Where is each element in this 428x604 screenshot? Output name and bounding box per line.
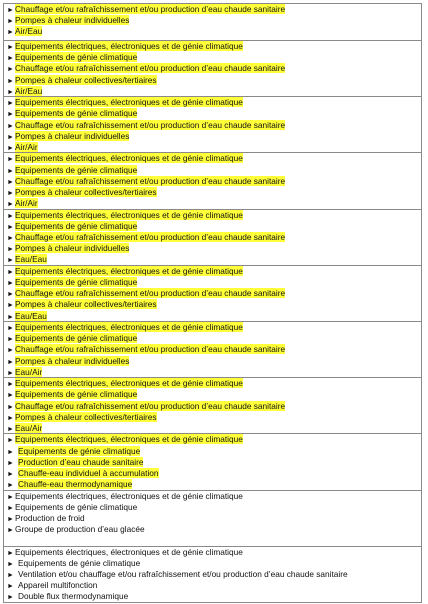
category-line-text: Chauffe-eau individuel à accumulation [18,467,159,478]
category-line [7,120,421,131]
category-line-text: Chauffage et/ou rafraîchissement et/ou production d’eau chaude sanitaire [15,231,286,242]
category-line [7,52,421,63]
category-line [7,356,421,367]
category-line-text: Equipements de génie climatique [15,52,138,63]
category-block [3,97,422,153]
category-line-text: Groupe de production d’eau glacée [15,524,145,535]
bullet-arrow-icon: ► [7,246,14,254]
category-line [7,457,421,468]
bullet-arrow-icon: ► [7,55,14,63]
category-line-text: Equipements de génie climatique [15,108,138,119]
category-line [7,210,421,221]
category-line [7,367,421,378]
category-line-text: Equipements électriques, électroniques et de génie climatique [15,490,243,501]
category-line-text: Double flux thermodynamique [18,591,129,602]
category-line [7,26,421,37]
category-line-text: Chauffage et/ou rafraîchissement et/ou production d’eau chaude sanitaire [15,344,286,355]
category-line [7,547,421,558]
category-line-text: Chauffage et/ou rafraîchissement et/ou production d’eau chaude sanitaire [15,288,286,299]
bullet-arrow-icon: ► [7,257,14,265]
bullet-arrow-icon: ► [7,381,14,389]
category-line [7,15,421,26]
category-line [7,221,421,232]
category-line [7,491,421,502]
bullet-arrow-icon: ► [7,66,14,74]
category-line-text: Equipements électriques, électroniques et de génie climatique [15,546,243,557]
bullet-arrow-icon: ► [7,313,14,321]
bullet-arrow-icon: ► [7,234,14,242]
category-line [7,232,421,243]
category-line-text: Pompes à chaleur individuelles [15,130,130,141]
category-line-text: Equipements de génie climatique [18,445,141,456]
category-line-text: Chauffage et/ou rafraîchissement et/ou production d’eau chaude sanitaire [15,63,286,74]
category-line [7,434,421,445]
category-line [7,97,421,108]
category-line [7,153,421,164]
category-line-text: Equipements de génie climatique [15,333,138,344]
category-block [3,266,422,322]
category-line-text: Equipements électriques, électroniques et de génie climatique [15,97,243,108]
category-line-text: Eau/Eau [15,310,47,321]
category-line [7,580,421,591]
bullet-arrow-icon: ► [7,29,14,37]
bullet-arrow-icon: ► [7,493,14,501]
category-line [7,198,421,209]
bullet-arrow-icon: ► [7,268,14,276]
bullet-arrow-icon: ► [7,156,14,164]
bullet-arrow-icon: ► [7,358,14,366]
bullet-arrow-icon: ► [7,18,14,26]
bullet-arrow-icon: ► [7,572,14,580]
bullet-arrow-icon: ► [7,144,14,152]
category-line [7,479,421,490]
category-line [7,41,421,52]
category-block [3,434,422,490]
category-line [7,288,421,299]
category-line [7,524,421,535]
category-line-text: Air/Air [15,141,38,152]
category-line-text: Production d’eau chaude sanitaire [18,456,144,467]
category-line [7,558,421,569]
category-line-text: Appareil multifonction [18,580,98,591]
bullet-arrow-icon: ► [7,88,14,96]
category-line [7,412,421,423]
category-line [7,243,421,254]
category-line [7,502,421,513]
category-line [7,63,421,74]
category-line-text: Pompes à chaleur collectives/tertiaires [15,74,157,85]
bullet-arrow-icon: ► [7,414,14,422]
category-line [7,187,421,198]
bullet-arrow-icon: ► [7,504,14,512]
category-line-text: Air/Eau [15,26,43,37]
bullet-arrow-icon: ► [7,44,14,51]
bullet-arrow-icon: ► [7,459,14,467]
bullet-arrow-icon: ► [7,369,14,377]
bullet-arrow-icon: ► [7,100,14,108]
bullet-arrow-icon: ► [7,560,14,568]
bullet-arrow-icon: ► [7,223,14,231]
category-line [7,591,421,602]
category-line-text: Equipements électriques, électroniques et de génie climatique [15,265,243,276]
bullet-arrow-icon: ► [7,324,14,332]
category-line-text: Chauffage et/ou rafraîchissement et/ou production d’eau chaude sanitaire [15,119,286,130]
bullet-arrow-icon: ► [7,392,14,400]
bullet-arrow-icon: ► [7,111,14,119]
category-line-text: Eau/Air [15,366,43,377]
category-line [7,322,421,333]
category-block [3,378,422,434]
bullet-arrow-icon: ► [7,7,14,14]
category-line-text: Pompes à chaleur individuelles [15,243,130,254]
category-line [7,423,421,434]
category-line-text: Air/Air [15,198,38,209]
category-line-text: Pompes à chaleur collectives/tertiaires [15,299,157,310]
category-line [7,378,421,389]
category-line [7,4,421,15]
category-line-text: Production de froid [15,512,85,523]
category-line-text: Pompes à chaleur individuelles [15,15,130,26]
category-line-text: Equipements de génie climatique [18,557,141,568]
category-line [7,131,421,142]
category-line [7,277,421,288]
category-line [7,86,421,97]
category-block [3,322,422,378]
bullet-arrow-icon: ► [7,425,14,433]
category-line [7,344,421,355]
bullet-arrow-icon: ► [7,527,14,535]
bullet-arrow-icon: ► [7,302,14,310]
category-line [7,389,421,400]
category-line-text: Equipements électriques, électroniques et de génie climatique [15,209,243,220]
bullet-arrow-icon: ► [7,549,14,557]
category-line-text: Equipements de génie climatique [15,164,138,175]
bullet-arrow-icon: ► [7,133,14,141]
category-line [7,513,421,524]
bullet-arrow-icon: ► [7,583,14,591]
category-line-text: Chauffage et/ou rafraîchissement et/ou production d’eau chaude sanitaire [15,400,286,411]
bullet-arrow-icon: ► [7,403,14,411]
category-line-text: Equipements électriques, électroniques et de génie climatique [15,41,243,51]
category-line [7,266,421,277]
bullet-arrow-icon: ► [7,201,14,209]
category-line [7,108,421,119]
category-block [3,210,422,266]
category-line-text: Ventilation et/ou chauffage et/ou rafraîchissement et/ou production d’eau chaude sanitaire [18,569,348,580]
bullet-arrow-icon: ► [7,189,14,197]
category-line [7,254,421,265]
category-line [7,176,421,187]
category-line [7,165,421,176]
category-line-text: Equipements de génie climatique [15,276,138,287]
category-line [7,401,421,412]
category-line [7,311,421,322]
category-line-text: Pompes à chaleur collectives/tertiaires [15,411,157,422]
bullet-arrow-icon: ► [7,291,14,299]
category-line-text: Equipements de génie climatique [15,220,138,231]
category-line-text: Pompes à chaleur individuelles [15,355,130,366]
category-line-text: Air/Eau [15,85,43,96]
category-line [7,75,421,86]
category-line-text: Eau/Air [15,422,43,433]
bullet-arrow-icon: ► [7,336,14,344]
category-line-text: Chauffage et/ou rafraîchissement et/ou production d’eau chaude sanitaire [15,4,286,14]
bullet-arrow-icon: ► [7,279,14,287]
bullet-arrow-icon: ► [7,470,14,478]
category-line [7,142,421,153]
category-block [3,547,422,603]
category-line [7,299,421,310]
category-line-text: Pompes à chaleur collectives/tertiaires [15,186,157,197]
bullet-arrow-icon: ► [7,482,14,490]
category-line [7,468,421,479]
category-line-text: Equipements de génie climatique [15,389,138,400]
category-line-text: Equipements électriques, électroniques et de génie climatique [15,378,243,389]
bullet-arrow-icon: ► [7,167,14,175]
category-block [3,3,422,41]
category-line-text: Equipements électriques, électroniques et de génie climatique [15,434,243,445]
bullet-arrow-icon: ► [7,122,14,130]
category-block [3,41,422,97]
bullet-arrow-icon: ► [7,448,14,456]
bullet-arrow-icon: ► [7,594,14,602]
category-line-text: Chauffage et/ou rafraîchissement et/ou production d’eau chaude sanitaire [15,175,286,186]
bullet-arrow-icon: ► [7,77,14,85]
bullet-arrow-icon: ► [7,178,14,186]
category-line [7,446,421,457]
bullet-arrow-icon: ► [7,515,14,523]
category-line-text: Equipements électriques, électroniques et de génie climatique [15,153,243,164]
bullet-arrow-icon: ► [7,347,14,355]
bullet-arrow-icon: ► [7,437,14,445]
category-block [3,153,422,209]
category-line [7,569,421,580]
category-line-text: Equipements de génie climatique [15,501,138,512]
category-line [7,333,421,344]
classification-list [3,3,422,603]
bullet-arrow-icon: ► [7,212,14,220]
category-line-text: Chauffe-eau thermodynamique [18,479,133,490]
category-line-text: Equipements électriques, électroniques et de génie climatique [15,321,243,332]
category-block [3,491,422,547]
category-line-text: Eau/Eau [15,254,47,265]
